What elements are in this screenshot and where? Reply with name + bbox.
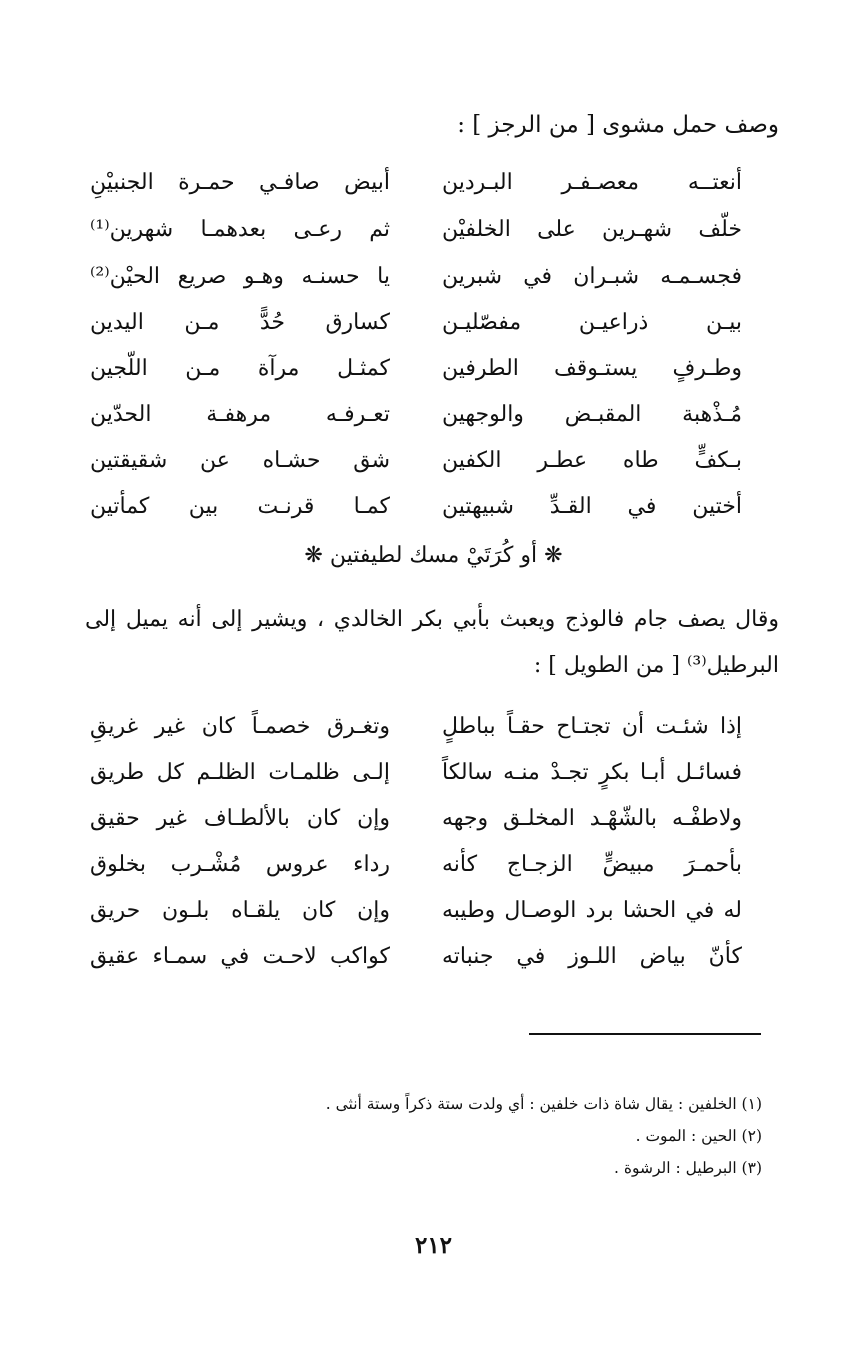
verse-first-hemistich: أختين في القـدِّ شبيهتين bbox=[442, 494, 742, 519]
verse-first-hemistich: له في الحشا برد الوصـال وطيبه bbox=[442, 898, 742, 923]
footnote-3: (٣) البرطيل : الرشوة . bbox=[613, 1159, 762, 1177]
footnote-divider bbox=[529, 1033, 761, 1035]
section-heading: وصف حمل مشوى [ من الرجز ] : bbox=[457, 112, 779, 138]
verse-first-hemistich: كأنّ بياض اللـوز في جنباته bbox=[442, 944, 742, 969]
footnote-2: (٢) الحين : الموت . bbox=[635, 1127, 762, 1145]
verse-second-hemistich: تعـرفـه مرهفـة الحدّين bbox=[90, 402, 390, 427]
verse-second-hemistich: وتغـرق خصمـاً كان غير غريقِ bbox=[90, 714, 390, 739]
verse-first-hemistich: بيـن ذراعيـن مفصّليـن bbox=[442, 310, 742, 335]
verse-first-hemistich: بـكفٍّ طاه عطـر الكفين bbox=[442, 448, 742, 473]
verse-second-hemistich: رداء عروس مُشْـرب بخلوق bbox=[90, 852, 390, 877]
verse-second-hemistich: يا حسنـه وهـو صريع الحيْن⁽²⁾ bbox=[90, 264, 390, 289]
verse-second-hemistich: وإن كان يلقـاه بلـون حريق bbox=[90, 898, 390, 923]
verse-row bbox=[90, 170, 742, 218]
intro-paragraph-line: وقال يصف جام فالوذج ويعبث بأبي بكر الخالدي ، ويشير إلى أنه يميل إلى bbox=[85, 607, 779, 632]
verse-row bbox=[90, 806, 742, 854]
verse-row bbox=[90, 448, 742, 496]
intro-paragraph-line: البرطيل⁽³⁾ [ من الطويل ] : bbox=[533, 653, 779, 678]
verse-second-hemistich: كسارق حُدًّ مـن اليدين bbox=[90, 310, 390, 335]
verse-row bbox=[90, 356, 742, 404]
verse-first-hemistich: مُـذْهبة المقبـض والوجهين bbox=[442, 402, 742, 427]
verse-row bbox=[90, 402, 742, 450]
verse-second-hemistich: ثم رعـى بعدهمـا شهرين⁽¹⁾ bbox=[90, 217, 390, 242]
verse-second-hemistich: أبيض صافـي حمـرة الجنبيْنِ bbox=[90, 170, 390, 195]
page-number: ٢١٢ bbox=[414, 1232, 453, 1259]
verse-second-hemistich: وإن كان بالألطـاف غير حقيق bbox=[90, 806, 390, 831]
verse-row bbox=[90, 760, 742, 808]
verse-first-hemistich: أنعتــه معصـفـر البـردين bbox=[442, 170, 742, 195]
verse-first-hemistich: خلّف شهـرين على الخلفيْن bbox=[442, 217, 742, 242]
verse-first-hemistich: بأحمـرَ مبيضٍّ الزجـاج كأنه bbox=[442, 852, 742, 877]
verse-first-hemistich: ولاطفْـه بالشّهْـد المخلـق وجهه bbox=[442, 806, 742, 831]
verse-row bbox=[90, 264, 742, 312]
verse-first-hemistich: وطـرفٍ يستـوقف الطرفين bbox=[442, 356, 742, 381]
verse-row bbox=[90, 944, 742, 992]
verse-second-hemistich: كمـا قرنـت بين كمأتين bbox=[90, 494, 390, 519]
verse-row bbox=[90, 217, 742, 265]
verse-second-hemistich: كمثـل مرآة مـن اللّجين bbox=[90, 356, 390, 381]
verse-row bbox=[90, 714, 742, 762]
verse-row bbox=[90, 310, 742, 358]
footnote-1: (١) الخلفين : يقال شاة ذات خلفين : أي ولدت ستة ذكراً وستة أنثى . bbox=[325, 1095, 762, 1113]
verse-first-hemistich: فسائـل أبـا بكرٍ تجـدْ منـه سالكاً bbox=[442, 760, 742, 785]
verse-first-hemistich: إذا شئـت أن تجتـاح حقـاً بباطلٍ bbox=[442, 714, 742, 739]
verse-second-hemistich: كواكب لاحـت في سمـاء عقيق bbox=[90, 944, 390, 969]
verse-row bbox=[90, 494, 742, 542]
closing-verse: ❋ أو كُرَتَيْ مسك لطيفتين ❋ bbox=[304, 543, 563, 568]
verse-first-hemistich: فجسـمـه شبـران في شبرين bbox=[442, 264, 742, 289]
verse-second-hemistich: إلـى ظلمـات الظلـم كل طريق bbox=[90, 760, 390, 785]
verse-row bbox=[90, 898, 742, 946]
verse-row bbox=[90, 852, 742, 900]
verse-second-hemistich: شق حشـاه عن شقيقتين bbox=[90, 448, 390, 473]
